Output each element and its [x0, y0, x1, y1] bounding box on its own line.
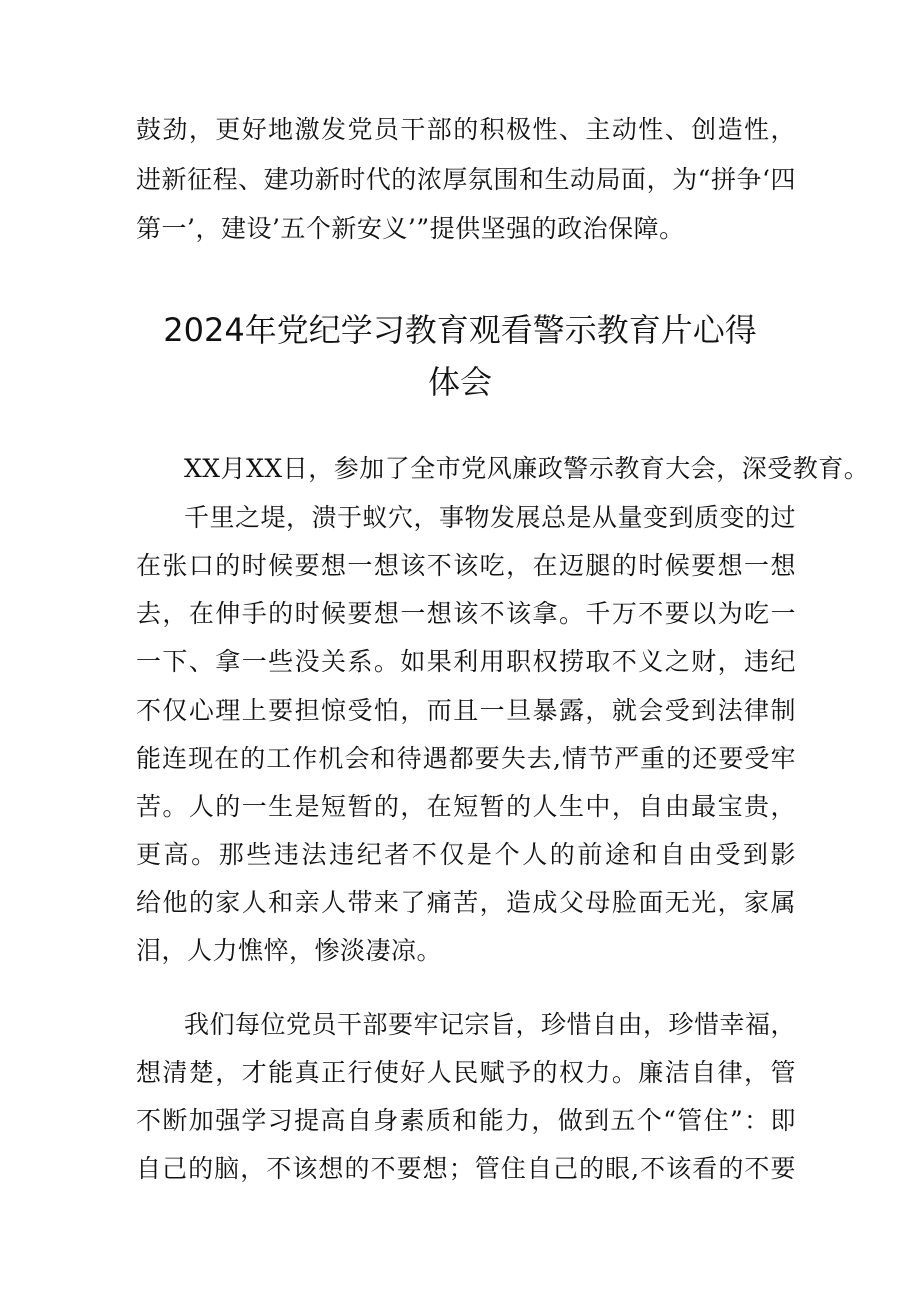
para2-line-7: 苦。人的一生是短暂的，在短暂的人生中，自由最宝贵， [136, 792, 796, 821]
para2-line-2: 在张口的时候要想一想该不该吃，在迈腿的时候要想一想 [136, 551, 796, 580]
para3-line-3: 不断加强学习提高自身素质和能力，做到五个“管住”：即 [136, 1106, 796, 1135]
para3-line-1: 我们每位党员干部要牢记宗旨，珍惜自由，珍惜幸福， [184, 1010, 796, 1039]
para2-line-9: 给他的家人和亲人带来了痛苦，造成父母脸面无光，家属 [136, 888, 796, 917]
para3-line-4: 自己的脑，不该想的不要想；管住自己的眼,不该看的不要 [136, 1154, 796, 1183]
intro-line-3: 第一’，建设’五个新安义’”提供坚强的政治保障。 [136, 214, 685, 243]
intro-line-1: 鼓劲，更好地激发党员干部的积极性、主动性、创造性， [136, 115, 796, 144]
para2-line-5: 不仅心理上要担惊受怕，而且一旦暴露，就会受到法律制 [136, 696, 796, 725]
para2-line-6: 能连现在的工作机会和待遇都要失去,情节严重的还要受牢 [136, 744, 796, 773]
para2-line-10: 泪，人力憔悴，惨淡凄凉。 [136, 936, 443, 965]
para2-line-4: 一下、拿一些没关系。如果利用职权捞取不义之财，违纪 [136, 647, 796, 676]
para2-line-3: 去，在伸手的时候要想一想该不该拿。千万不要以为吃一 [136, 599, 796, 628]
para2-line-1: 千里之堤，溃于蚁穴，事物发展总是从量变到质变的过 [184, 503, 796, 532]
para3-line-2: 想清楚，才能真正行使好人民赋予的权力。廉洁自律，管 [136, 1058, 796, 1087]
para1-line-1: XX月XX日，参加了全市党风廉政警示教育大会，深受教育。 [184, 454, 870, 483]
article-title-line-2: 体会 [427, 363, 492, 401]
article-title-line-1: 2024年党纪学习教育观看警示教育片心得 [163, 311, 757, 349]
para2-line-8: 更高。那些违法违纪者不仅是个人的前途和自由受到影 [136, 840, 796, 869]
intro-line-2: 进新征程、建功新时代的浓厚氛围和生动局面，为“拼争‘四 [136, 165, 796, 194]
